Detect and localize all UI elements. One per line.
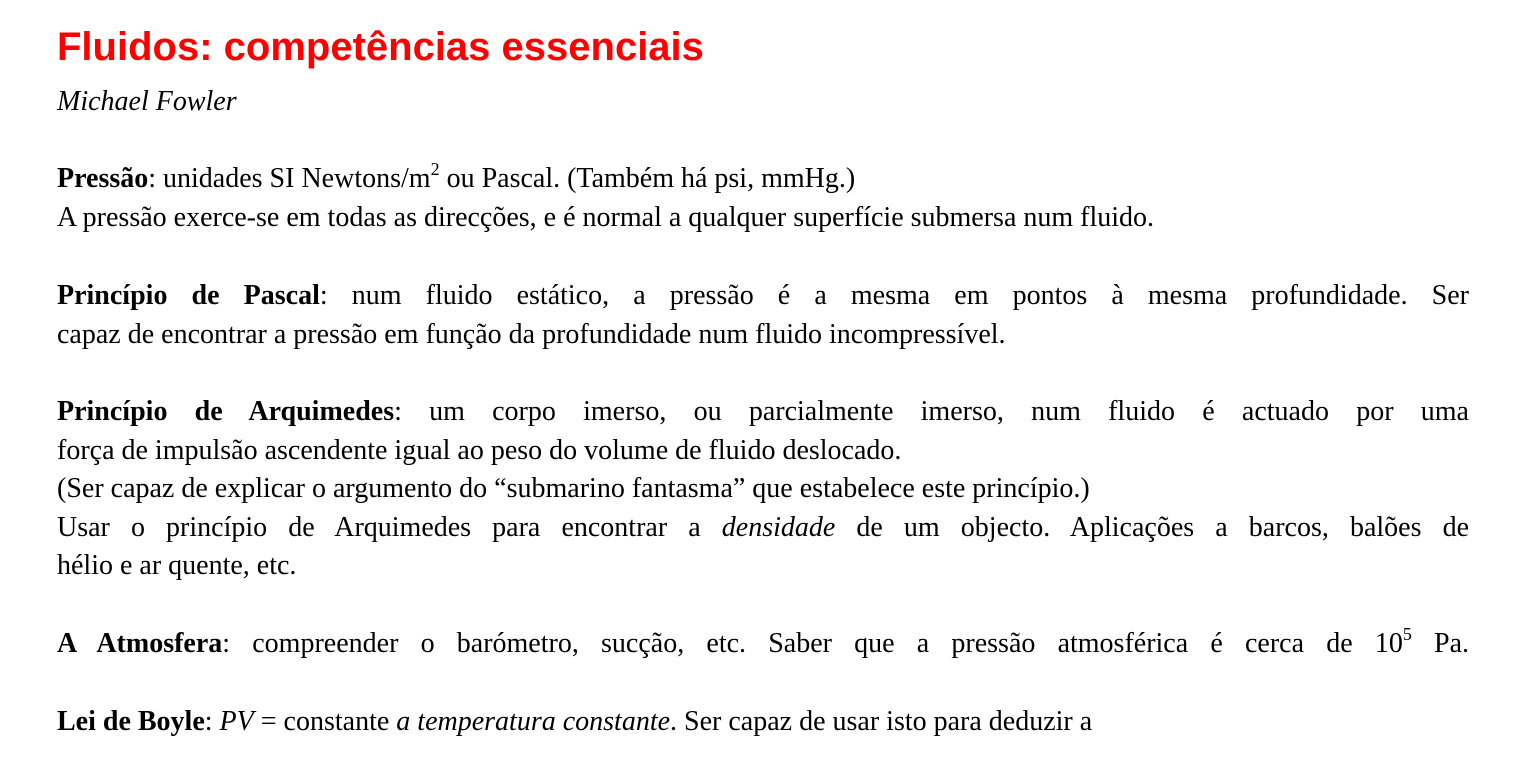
boyle-text-b: = constante [253, 706, 397, 737]
pascal-heading: Princípio de Pascal [57, 280, 320, 311]
arquimedes-text-4a: Usar o princípio de Arquimedes para encontrar a [57, 511, 722, 543]
arquimedes-text-1: : um corpo imerso, ou parcialmente imerso, num fluido é actuado por uma [394, 396, 1469, 427]
arquimedes-text-4b: de um objecto. Aplicações a barcos, balões de [835, 511, 1469, 543]
atmosfera-superscript: 5 [1402, 624, 1412, 644]
pressao-superscript: 2 [430, 159, 440, 179]
atmosfera-line-1 [57, 625, 1469, 664]
boyle-emphasis: a temperatura constante [396, 706, 671, 737]
pascal-text-1: : num fluido estático, a pressão é a mesma em pontos à mesma profundidade. Ser [319, 280, 1469, 311]
arquimedes-line-5: hélio e ar quente, etc. [57, 550, 297, 582]
boyle-pv: PV [219, 706, 254, 737]
arquimedes-line-2: força de impulsão ascendente igual ao peso do volume de fluido deslocado. [57, 434, 902, 466]
pascal-line-2: capaz de encontrar a pressão em função da profundidade num fluido incompressível. [57, 318, 1006, 350]
boyle-line-1 [57, 703, 1469, 742]
pressao-line-2: A pressão exerce-se em todas as direcções, e é normal a qualquer superfície submersa num fluido. [57, 201, 1155, 233]
section-pascal [57, 277, 1469, 354]
boyle-text-c: . Ser capaz de usar isto para deduzir a [670, 706, 1093, 737]
arquimedes-emphasis: densidade [721, 511, 836, 543]
section-boyle [57, 703, 1469, 742]
arquimedes-line-1 [57, 393, 1469, 432]
section-pressao [57, 160, 1469, 237]
atmosfera-text-b: Pa. [1411, 628, 1470, 659]
pascal-line-1 [57, 277, 1469, 316]
section-atmosfera [57, 625, 1469, 664]
atmosfera-heading: A Atmosfera [57, 628, 223, 659]
boyle-heading: Lei de Boyle [57, 706, 205, 737]
section-arquimedes [57, 393, 1469, 586]
boyle-text-a: : [204, 706, 220, 737]
page-title: Fluidos: competências essenciais [57, 25, 704, 69]
author-name: Michael Fowler [57, 86, 237, 117]
arquimedes-heading: Princípio de Arquimedes [57, 396, 395, 427]
pressao-text-a: : unidades SI Newtons/m [148, 163, 431, 194]
atmosfera-text-a: : compreender o barómetro, sucção, etc. Saber que a pressão atmosférica é cerca de 10 [222, 628, 1403, 659]
arquimedes-line-3: (Ser capaz de explicar o argumento do “submarino fantasma” que estabelece este princípio.) [57, 473, 1090, 505]
arquimedes-line-4 [57, 509, 1469, 548]
pressao-heading: Pressão [57, 163, 149, 194]
pressao-line-1 [57, 160, 1469, 199]
pressao-text-b: ou Pascal. (Também há psi, mmHg.) [439, 163, 856, 194]
